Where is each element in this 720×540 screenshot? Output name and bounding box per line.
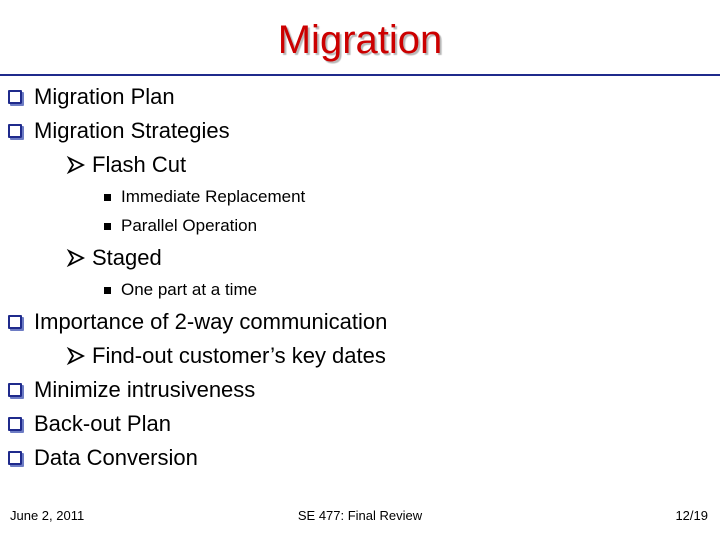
- bullet-item: [104, 212, 257, 240]
- footer-page-number: 12/19: [675, 508, 708, 523]
- bullet-item: [8, 114, 230, 148]
- footer-course-title: SE 477: Final Review: [297, 508, 423, 523]
- bullet-text: Parallel Operation: [121, 216, 258, 235]
- bullet-item: [104, 183, 305, 211]
- hollow-square-bullet-icon: [8, 315, 22, 329]
- hollow-square-bullet-icon: [8, 451, 22, 465]
- bullet-item: [104, 276, 257, 304]
- hollow-square-bullet-icon: [8, 417, 22, 431]
- bullet-item: [8, 441, 198, 475]
- bullet-item: [66, 241, 162, 275]
- arrowhead-bullet-icon: [66, 248, 86, 268]
- bullet-text: Minimize intrusiveness: [34, 377, 256, 402]
- bullet-text: Flash Cut: [92, 152, 187, 177]
- bullet-text: Find-out customer’s key dates: [92, 343, 386, 368]
- bullet-item: [8, 373, 255, 407]
- bullet-text: Staged: [92, 245, 162, 270]
- bullet-item: [8, 305, 387, 339]
- bullet-item: [66, 339, 386, 373]
- filled-square-bullet-icon: [104, 287, 111, 294]
- bullet-item: [8, 407, 171, 441]
- bullet-item: [66, 148, 186, 182]
- bullet-text: Migration Plan: [34, 84, 175, 109]
- bullet-text: Immediate Replacement: [121, 187, 306, 206]
- bullet-text: One part at a time: [121, 280, 258, 299]
- hollow-square-bullet-icon: [8, 90, 22, 104]
- bullet-text: Migration Strategies: [34, 118, 230, 143]
- bullet-text: Back-out Plan: [34, 411, 171, 436]
- filled-square-bullet-icon: [104, 194, 111, 201]
- arrowhead-bullet-icon: [66, 155, 86, 175]
- arrowhead-bullet-icon: [66, 346, 86, 366]
- filled-square-bullet-icon: [104, 223, 111, 230]
- bullet-text: Importance of 2-way communication: [34, 309, 388, 334]
- footer-date: June 2, 2011: [10, 508, 85, 523]
- hollow-square-bullet-icon: [8, 124, 22, 138]
- hollow-square-bullet-icon: [8, 383, 22, 397]
- bullet-item: [8, 80, 175, 114]
- bullet-text: Data Conversion: [34, 445, 198, 470]
- slide-title: Migration: [277, 18, 443, 62]
